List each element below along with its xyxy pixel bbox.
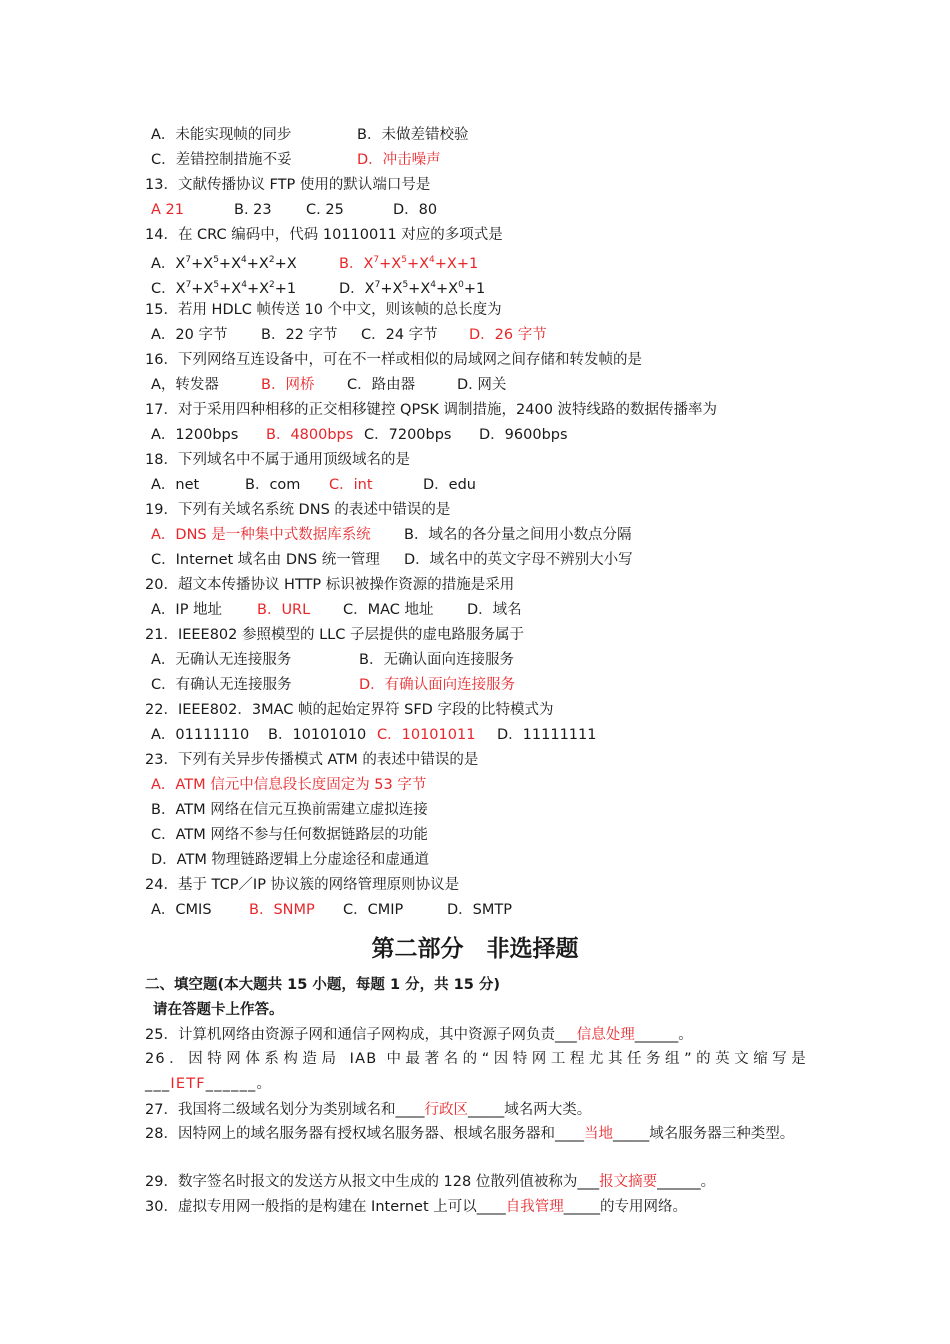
q16-option-b-answer: B．网桥	[261, 377, 315, 393]
q24-option-d: D．SMTP	[447, 902, 512, 918]
section-title: 第二部分 非选择题	[371, 935, 579, 962]
q15-option-d-answer: D．26 字节	[469, 327, 547, 343]
section-note: 请在答题卡上作答。	[153, 1002, 284, 1018]
q22-option-a: A．01111110	[151, 727, 250, 743]
q20-stem: 20．超文本传播协议 HTTP 标识被操作资源的措施是采用	[145, 577, 515, 593]
q19-stem: 19．下列有关域名系统 DNS 的表述中错误的是	[145, 502, 451, 518]
q19-option-c: C．Internet 域名由 DNS 统一管理	[151, 552, 380, 568]
q17-option-d: D．9600bps	[479, 427, 568, 443]
q21-option-d-answer: D．有确认面向连接服务	[359, 677, 516, 693]
q14-option-c: C．$X^7+X^5+X^4+X^2+1$	[151, 280, 297, 297]
q30-answer: 自我管理	[505, 1199, 564, 1215]
q14-option-b-answer: B．$X^7+X^5+X^4+X+1$	[339, 255, 479, 272]
q18-option-d: D．edu	[423, 477, 476, 493]
q25-tail: 。	[678, 1027, 693, 1043]
q17-option-c: C．7200bps	[364, 427, 452, 443]
q30-text: 30．虚拟专用网一般指的是构建在 Internet 上可以	[145, 1199, 477, 1215]
q30-blank-right: _____	[563, 1199, 600, 1215]
q26-text: 26．因特网体系构造局 IAB 中最著名的“因特网工程尤其任务组”的英文缩写是	[145, 1051, 807, 1067]
q21-option-c: C．有确认无连接服务	[151, 677, 292, 693]
q16-option-d: D. 网关	[457, 377, 507, 393]
q29-text: 29．数字签名时报文的发送方从报文中生成的 128 位散列值被称为	[145, 1174, 578, 1190]
q16-option-c: C．路由器	[347, 377, 416, 393]
q28-blank-left: ____	[554, 1126, 584, 1142]
q21-option-a: A．无确认无连接服务	[151, 652, 292, 668]
q27-tail: 域名两大类。	[504, 1102, 592, 1118]
q22-option-d: D．11111111	[497, 727, 597, 743]
q14-option-a: A．$X^7+X^5+X^4+X^2+X$	[151, 255, 297, 272]
q29-line	[145, 1172, 715, 1192]
q19-option-a-answer: A．DNS 是一种集中式数据库系统	[151, 527, 371, 543]
q29-blank-right: ______	[657, 1174, 701, 1190]
q25-line	[145, 1025, 693, 1045]
q21-option-b: B．无确认面向连接服务	[359, 652, 514, 668]
q22-stem: 22．IEEE802．3MAC 帧的起始定界符 SFD 字段的比特模式为	[145, 702, 554, 718]
q17-option-b-answer: B．4800bps	[266, 427, 354, 443]
q13-option-d: D．80	[393, 202, 438, 218]
q13-option-c: C. 25	[306, 202, 344, 218]
q25-blank-right: ______	[634, 1027, 679, 1043]
q28-paragraph	[145, 1122, 807, 1147]
q30-blank-left: ____	[476, 1199, 506, 1215]
q22-option-c-answer: C．10101011	[377, 727, 476, 743]
q29-tail: 。	[700, 1174, 716, 1190]
q26-answer: IETF	[170, 1076, 206, 1092]
q21-stem: 21．IEEE802 参照模型的 LLC 子层提供的虚电路服务属于	[145, 627, 524, 643]
q18-option-b: B．com	[245, 477, 301, 493]
q13-option-b: B. 23	[234, 202, 272, 218]
q20-option-a: A．IP 地址	[151, 602, 223, 618]
q28-tail: 域名服务器三种类型。	[649, 1126, 795, 1142]
section-part-label: 二、填空题(本大题共 15 小题，每题 1 分，共 15 分)	[145, 977, 500, 993]
q14-option-d: D．$X^7+X^5+X^4+X^0+1$	[339, 280, 486, 297]
q20-option-d: D．域名	[467, 602, 522, 618]
q28-answer: 当地	[583, 1126, 613, 1142]
q27-blank-right: _____	[467, 1102, 505, 1118]
q30-tail: 的专用网络。	[600, 1199, 687, 1215]
q28-blank-right: _____	[612, 1126, 650, 1142]
q24-option-c: C．CMIP	[343, 902, 404, 918]
q27-line	[145, 1100, 591, 1120]
q30-line	[145, 1197, 687, 1217]
q29-answer: 报文摘要	[599, 1174, 658, 1190]
q23-option-d: D．ATM 物理链路逻辑上分虚途径和虚通道	[151, 852, 429, 868]
q23-option-b: B．ATM 网络在信元互换前需建立虚拟连接	[151, 802, 428, 818]
q15-option-b: B．22 字节	[261, 327, 338, 343]
q24-stem: 24．基于 TCP／IP 协议簇的网络管理原则协议是	[145, 877, 460, 893]
q19-option-d: D．域名中的英文字母不辨别大小写	[404, 552, 633, 568]
q14-stem: 14．在 CRC 编码中，代码 10110011 对应的多项式是	[145, 227, 503, 243]
q23-option-a-answer: A．ATM 信元中信息段长度固定为 53 字节	[151, 777, 427, 793]
q18-option-c-answer: C．int	[329, 477, 373, 493]
q26-blank-right: ______	[205, 1076, 257, 1092]
q26-paragraph	[145, 1047, 807, 1097]
q12-option-a: A．未能实现帧的同步	[151, 127, 292, 143]
q13-stem: 13．文献传播协议 FTP 使用的默认端口号是	[145, 177, 431, 193]
q26-blank-left: ___	[145, 1076, 171, 1092]
q26-tail: 。	[256, 1076, 273, 1092]
q23-stem: 23．下列有关异步传播模式 ATM 的表述中错误的是	[145, 752, 479, 768]
q17-option-a: A．1200bps	[151, 427, 239, 443]
q20-option-b-answer: B．URL	[257, 602, 311, 618]
q15-stem: 15．若用 HDLC 帧传送 10 个中文，则该帧的总长度为	[145, 302, 502, 318]
q12-option-c: C．差错控制措施不妥	[151, 152, 292, 168]
q22-option-b: B．10101010	[268, 727, 367, 743]
q25-answer: 信息处理	[576, 1027, 635, 1043]
q12-option-d-answer: D．冲击噪声	[357, 152, 441, 168]
q15-option-a: A．20 字节	[151, 327, 228, 343]
q24-option-a: A．CMIS	[151, 902, 212, 918]
q28-text: 28．因特网上的域名服务器有授权域名服务器、根域名服务器和	[145, 1126, 555, 1142]
q27-answer: 行政区	[424, 1102, 468, 1118]
q15-option-c: C．24 字节	[361, 327, 438, 343]
q18-stem: 18．下列域名中不属于通用顶级域名的是	[145, 452, 410, 468]
q16-option-a: A，转发器	[151, 377, 219, 393]
q19-option-b: B．域名的各分量之间用小数点分隔	[404, 527, 632, 543]
q29-blank-left: ___	[577, 1174, 600, 1190]
q16-stem: 16．下列网络互连设备中，可在不一样或相似的局域网之间存储和转发帧的是	[145, 352, 642, 368]
q25-text: 25．计算机网络由资源子网和通信子网构成，其中资源子网负责	[145, 1027, 555, 1043]
q20-option-c: C．MAC 地址	[343, 602, 434, 618]
q13-option-a-answer: A 21	[151, 202, 184, 218]
q27-blank-left: ____	[395, 1102, 425, 1118]
q24-option-b-answer: B．SNMP	[249, 902, 315, 918]
q23-option-c: C．ATM 网络不参与任何数据链路层的功能	[151, 827, 428, 843]
q25-blank-left: ___	[554, 1027, 577, 1043]
q27-text: 27．我国将二级域名划分为类别域名和	[145, 1102, 396, 1118]
q12-option-b: B．未做差错校验	[357, 127, 469, 143]
q17-stem: 17．对于采用四种相移的正交相移键控 QPSK 调制措施，2400 波特线路的数据传播率为	[145, 402, 718, 418]
q18-option-a: A．net	[151, 477, 200, 493]
